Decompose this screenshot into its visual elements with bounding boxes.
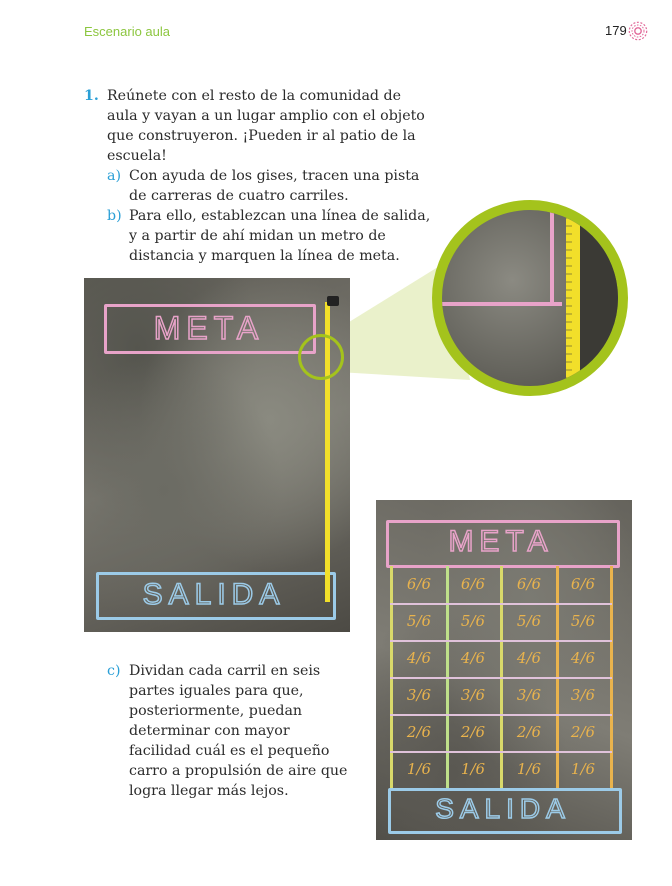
lane-fraction: 3/6 xyxy=(516,686,542,704)
division-line xyxy=(390,751,612,753)
meta-chalk-word: META xyxy=(448,525,554,558)
subitem-c-line: logra llegar más lejos. xyxy=(129,783,289,799)
photo-track-measuring xyxy=(84,278,350,632)
item1-line: que construyeron. ¡Pueden ir al patio de la xyxy=(107,128,416,144)
lane-fraction: 6/6 xyxy=(406,575,432,593)
subitem-b-line: distancia y marquen la línea de meta. xyxy=(129,248,400,264)
lane-fraction: 4/6 xyxy=(570,649,596,667)
item1-line: aula y vayan a un lugar amplio con el objeto xyxy=(107,108,425,124)
lane-fraction: 2/6 xyxy=(516,723,542,741)
zoom-tape-ticks xyxy=(566,210,580,396)
zoom-chalk-line-v xyxy=(550,210,554,306)
lane-fraction: 3/6 xyxy=(406,686,432,704)
section-title: Escenario aula xyxy=(84,24,170,39)
lane-fraction: 2/6 xyxy=(570,723,596,741)
lane-fraction: 1/6 xyxy=(460,760,486,778)
subitem-c-line: facilidad cuál es el pequeño xyxy=(129,743,330,759)
subitem-c-line: posteriormente, puedan xyxy=(129,703,303,719)
division-line xyxy=(390,677,612,679)
subitem-c-line: carro a propulsión de aire que xyxy=(129,763,348,779)
salida-chalk-word: SALIDA xyxy=(435,793,571,824)
lane-fraction: 2/6 xyxy=(460,723,486,741)
lane-fraction: 1/6 xyxy=(406,760,432,778)
lane-fraction: 5/6 xyxy=(516,612,542,630)
subitem-a-line: Con ayuda de los gises, tracen una pista xyxy=(129,168,420,184)
lane-fraction: 5/6 xyxy=(406,612,432,630)
zoom-shadow xyxy=(580,210,620,396)
lane-fraction: 3/6 xyxy=(570,686,596,704)
subitem-c-line: Dividan cada carril en seis xyxy=(129,663,321,679)
zoom-detail-circle xyxy=(432,200,628,396)
salida-chalk-word: SALIDA xyxy=(142,578,286,611)
division-line xyxy=(390,640,612,642)
item-number: 1. xyxy=(84,88,99,104)
lane-fraction: 2/6 xyxy=(406,723,432,741)
meta-chalk-word: META xyxy=(153,310,265,346)
subitem-a-letter: a) xyxy=(107,168,121,184)
subitem-c-line: partes iguales para que, xyxy=(129,683,304,699)
lane-fraction: 4/6 xyxy=(460,649,486,667)
lane-fraction: 5/6 xyxy=(460,612,486,630)
subitem-b-line: Para ello, establezcan una línea de salida, xyxy=(129,208,431,224)
lane-fraction: 4/6 xyxy=(406,649,432,667)
page-number: 179 xyxy=(605,23,627,38)
lane-fraction: 1/6 xyxy=(516,760,542,778)
lane-fraction: 4/6 xyxy=(516,649,542,667)
zoom-chalk-line-h xyxy=(442,302,562,306)
photo-track-divided xyxy=(376,500,632,840)
division-line xyxy=(390,603,612,605)
lane-fraction: 6/6 xyxy=(516,575,542,593)
item1-line: Reúnete con el resto de la comunidad de xyxy=(107,88,402,104)
subitem-c-line: determinar con mayor xyxy=(129,723,290,739)
lane-fraction: 5/6 xyxy=(570,612,596,630)
subitem-c-letter: c) xyxy=(107,663,121,679)
item1-line: escuela! xyxy=(107,148,167,164)
lane-fraction: 1/6 xyxy=(570,760,596,778)
lane-fraction: 6/6 xyxy=(460,575,486,593)
subitem-b-line: y a partir de ahí midan un metro de xyxy=(129,228,386,244)
zoom-tape xyxy=(566,210,580,396)
division-line xyxy=(390,714,612,716)
zoom-source-circle xyxy=(298,334,344,380)
lane-fraction: 3/6 xyxy=(460,686,486,704)
tape-hook xyxy=(327,296,339,306)
subitem-b-letter: b) xyxy=(107,208,122,224)
subitem-a-line: de carreras de cuatro carriles. xyxy=(129,188,349,204)
lane-fraction: 6/6 xyxy=(570,575,596,593)
